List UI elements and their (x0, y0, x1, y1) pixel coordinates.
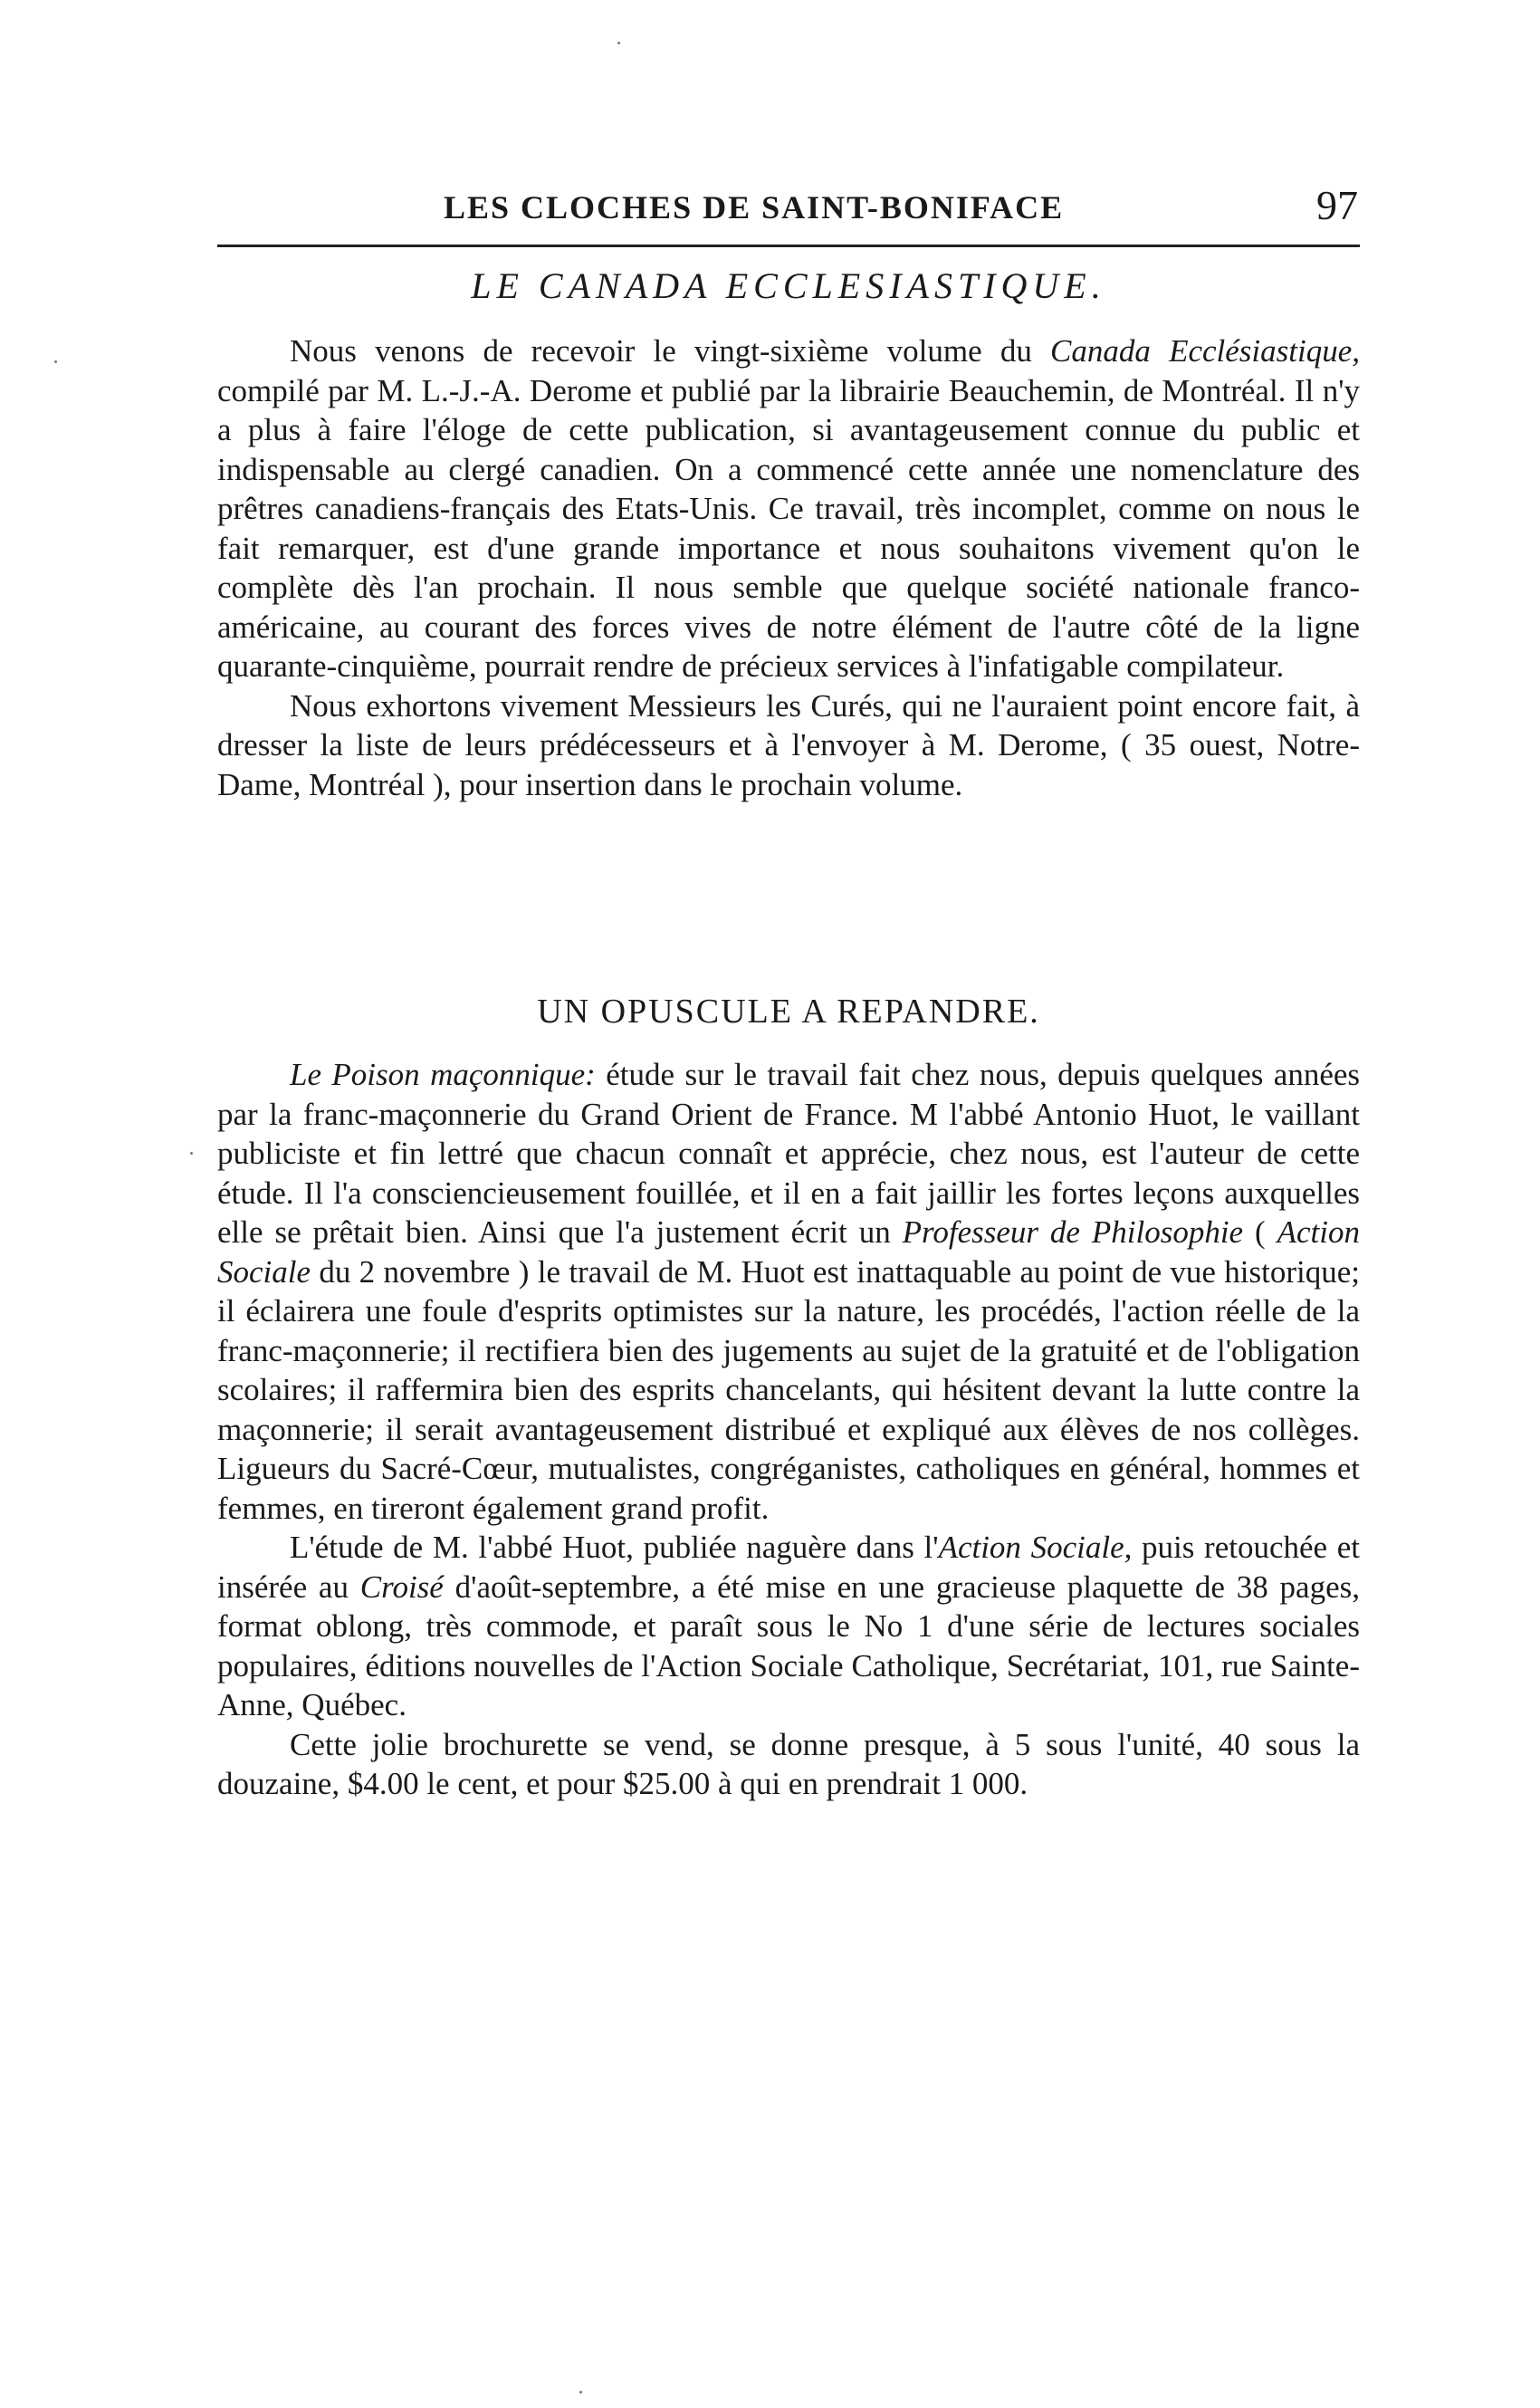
text-run: compilé par M. L.-J.-A. Derome et publié par la librairie Beauchemin, de Montréal. Il n'y a plus à faire l'éloge de cette publication, si avantageusement connue du public et indispensable au clergé canadien. On a commencé cette année une nomenclature des prêtres canadiens-français des Etats-Unis. Ce travail, très incomplet, comme on nous le fait remarquer, est d'une grande importance et nous souhaitons vivement qu'on le complète dès l'an prochain. Il nous semble que quelque société nationale franco-américaine, au courant des forces vives de notre élément de l'autre côté de la ligne quarante-cinquième, pourrait rendre de précieux services à l'infatigable compilateur. (217, 372, 1360, 684)
paragraph (217, 1055, 1360, 1528)
italic-title: Croisé (359, 1569, 444, 1605)
article-body-opuscule (217, 1055, 1360, 1804)
text-run: Nous exhortons vivement Messieurs les Curés, qui ne l'auraient point encore fait, à dresser la liste de leurs prédécesseurs et à l'envoyer à M. Derome, ( 35 ouest, Notre-Dame, Montréal ), pour insertion dans le prochain volume. (217, 687, 1360, 802)
paper-speck (54, 360, 57, 363)
article-body-canada-ecclesiastique (217, 331, 1360, 804)
paragraph (217, 1725, 1360, 1804)
text-run: d'août-septembre, a été mise en une gracieuse plaquette de 38 pages, format oblong, très commode, et paraît sous le No 1 d'une série de lectures sociales populaires, éditions nouvelles de l'Action Sociale Catholique, Secrétariat, 101, rue Sainte-Anne, Québec. (217, 1569, 1360, 1722)
paper-speck (579, 2391, 582, 2394)
page-number: 97 (1316, 182, 1358, 228)
paragraph (217, 686, 1360, 805)
italic-title: Canada Ecclésiastique, (1050, 333, 1360, 369)
header-rule (217, 245, 1360, 247)
text-run: Nous venons de recevoir le vingt-sixième volume du (290, 333, 1051, 369)
running-title: LES CLOCHES DE SAINT-BONIFACE (444, 189, 1065, 225)
text-run: L'étude de M. l'abbé Huot, publiée naguère dans l' (290, 1530, 939, 1565)
article-heading-canada-ecclesiastique: LE CANADA ECCLESIASTIQUE. (471, 265, 1106, 306)
article-heading-opuscule: UN OPUSCULE A REPANDRE. (537, 993, 1040, 1031)
text-run: ( (1243, 1214, 1277, 1250)
text-run: puis retouchée et insérée au (217, 1530, 1361, 1605)
paragraph (217, 331, 1360, 686)
text-run: Cette jolie brochurette se vend, se donne presque, à 5 sous l'unité, 40 sous la douzaine, $4.00 le cent, et pour $25.00 à qui en prendrait 1 000. (217, 1726, 1360, 1801)
paragraph (217, 1528, 1360, 1725)
italic-title: Action Sociale (217, 1214, 1360, 1290)
paper-speck (190, 1152, 193, 1155)
running-header (217, 181, 1358, 235)
italic-title: Professeur de Philosophie (902, 1214, 1244, 1250)
paper-speck (617, 42, 620, 44)
text-run: du 2 novembre ) le travail de M. Huot est inattaquable au point de vue historique; il éclairera une foule d'esprits optimistes sur la nature, les procédés, l'action réelle de la franc-maçonnerie; il rectifiera bien des jugements au sujet de la gratuité et de l'obligation scolaires; il raffermira bien des esprits chancelants, qui hésitent devant la lutte contre la maçonnerie; il serait avantageusement distribué et expliqué aux élèves de nos collèges. Ligueurs du Sacré-Cœur, mutualistes, congréganistes, catholiques en général, hommes et femmes, en tireront également grand profit. (217, 1253, 1360, 1526)
italic-title: Action Sociale, (938, 1530, 1133, 1565)
italic-title: Le Poison maçonnique: (290, 1057, 596, 1092)
text-run: étude sur le travail fait chez nous, depuis quelques années par la franc-maçonnerie du Grand Orient de France. M l'abbé Antonio Huot, le vaillant publiciste et fin lettré que chacun connaît et apprécie, chez nous, est l'auteur de cette étude. Il l'a consciencieusement fouillée, et il en a fait jaillir les fortes leçons auxquelles elle se prêtait bien. Ainsi que l'a justement écrit un (217, 1057, 1361, 1250)
